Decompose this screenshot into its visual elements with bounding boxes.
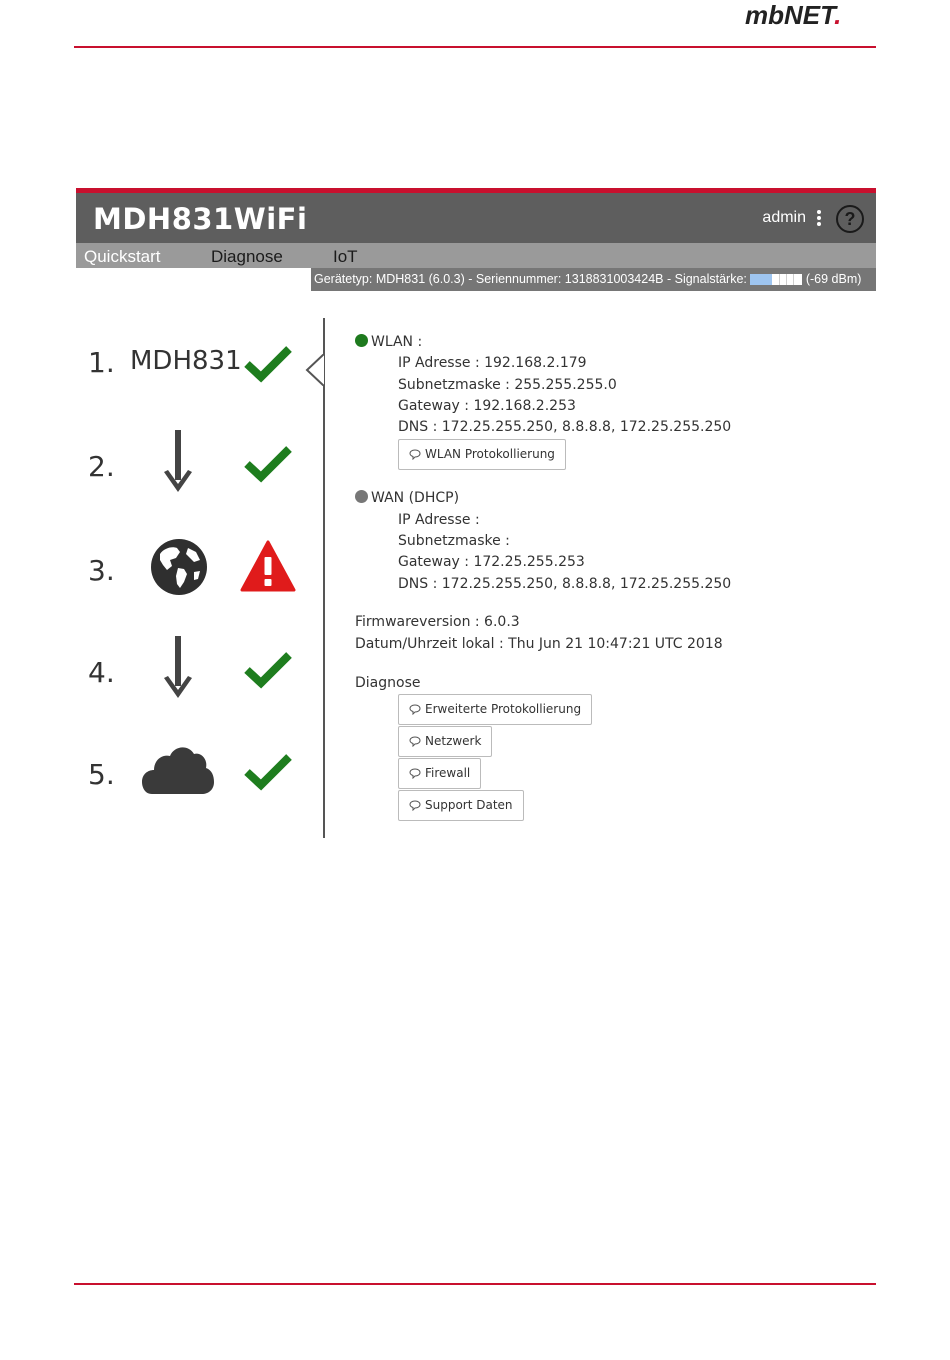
check-icon <box>244 650 292 690</box>
firewall-button[interactable]: Firewall <box>398 758 481 789</box>
footer-divider <box>74 1283 876 1285</box>
check-icon <box>244 752 292 792</box>
wan-status-dot <box>355 490 368 503</box>
wlan-subnet: Subnetzmaske : 255.255.255.0 <box>398 377 617 393</box>
warning-icon <box>240 540 296 592</box>
cloud-icon <box>142 742 214 794</box>
tab-quickstart[interactable]: Quickstart <box>84 247 161 266</box>
comment-icon <box>409 449 421 460</box>
wlan-heading: WLAN : <box>355 334 422 350</box>
firmware-version: Firmwareversion : 6.0.3 <box>355 614 520 630</box>
comment-icon <box>409 704 421 715</box>
local-datetime: Datum/Uhrzeit lokal : Thu Jun 21 10:47:21 UTC 2018 <box>355 636 723 652</box>
selected-step-pointer <box>305 354 325 386</box>
diagnose-heading: Diagnose <box>355 675 421 691</box>
arrow-down-icon <box>162 430 194 494</box>
wan-subnet: Subnetzmaske : <box>398 533 510 549</box>
mbnet-logo: mbNET. <box>745 0 842 30</box>
device-status-bar <box>311 268 876 291</box>
wlan-status-dot <box>355 334 368 347</box>
wan-ip: IP Adresse : <box>398 512 480 528</box>
check-icon <box>244 344 292 384</box>
comment-icon <box>409 800 421 811</box>
step-5[interactable] <box>76 738 323 818</box>
network-button[interactable]: Netzwerk <box>398 726 492 757</box>
tab-diagnose[interactable]: Diagnose <box>211 247 283 266</box>
signal-value: (-69 dBm) <box>805 272 862 286</box>
tab-iot[interactable]: IoT <box>333 247 358 266</box>
step-number: 1. <box>88 346 115 379</box>
arrow-down-icon <box>162 636 194 700</box>
step-number: 5. <box>88 758 115 791</box>
signal-strength-bar <box>750 274 802 285</box>
device-title: MDH831WiFi <box>93 202 308 236</box>
extended-logging-button[interactable]: Erweiterte Protokollierung <box>398 694 592 725</box>
step-device-label: MDH831 <box>130 346 242 376</box>
wlan-ip: IP Adresse : 192.168.2.179 <box>398 355 587 371</box>
comment-icon <box>409 736 421 747</box>
tab-bar <box>76 243 876 268</box>
step-number: 2. <box>88 450 115 483</box>
wlan-gateway: Gateway : 192.168.2.253 <box>398 398 576 414</box>
device-info: Gerätetyp: MDH831 (6.0.3) - Seriennummer: 1318831003424B <box>314 272 664 286</box>
step-2[interactable] <box>76 430 323 510</box>
header-divider <box>74 46 876 48</box>
globe-icon <box>150 538 208 596</box>
nav-row <box>76 243 876 291</box>
help-icon[interactable]: ? <box>836 205 864 233</box>
connection-steps <box>76 318 325 838</box>
comment-icon <box>409 768 421 779</box>
app-window <box>76 188 876 291</box>
step-number: 3. <box>88 554 115 587</box>
step-1[interactable] <box>76 338 323 418</box>
user-menu[interactable]: admin <box>762 209 806 226</box>
more-options-icon[interactable] <box>816 210 822 230</box>
app-header <box>76 193 876 243</box>
step-number: 4. <box>88 656 115 689</box>
wan-heading: WAN (DHCP) <box>355 490 459 506</box>
wlan-dns: DNS : 172.25.255.250, 8.8.8.8, 172.25.255.250 <box>398 419 732 435</box>
step-4[interactable] <box>76 636 323 716</box>
support-data-button[interactable]: Support Daten <box>398 790 524 821</box>
wan-gateway: Gateway : 172.25.255.253 <box>398 554 585 570</box>
wan-dns: DNS : 172.25.255.250, 8.8.8.8, 172.25.255.250 <box>398 576 732 592</box>
check-icon <box>244 444 292 484</box>
signal-label: - Signalstärke: <box>666 272 747 286</box>
step-3[interactable] <box>76 536 323 616</box>
wlan-log-button[interactable]: WLAN Protokollierung <box>398 439 566 470</box>
